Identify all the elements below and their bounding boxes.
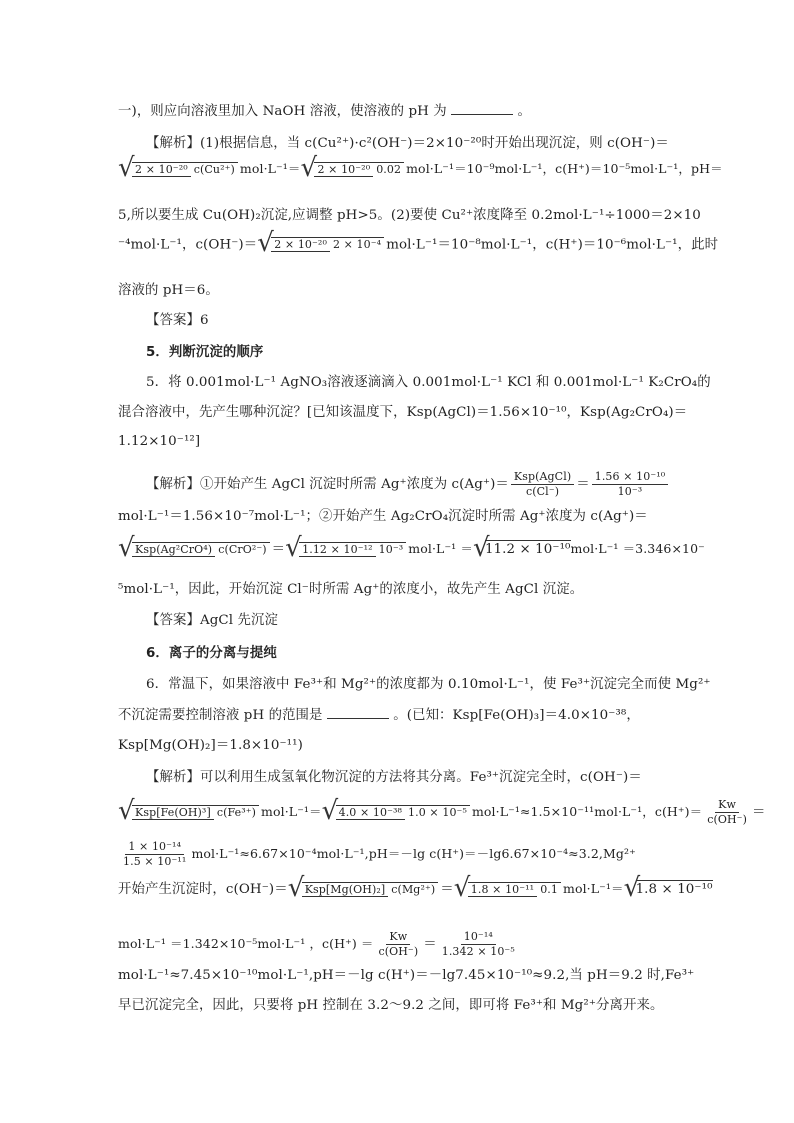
analysis-q4-line-2: √ 2 × 10⁻²⁰ c(Cu²⁺) mol·L⁻¹＝√ 2 × 10⁻²⁰ 0.02 mol·L⁻¹＝10⁻⁹mol·L⁻¹，c(H⁺)＝10⁻⁵mol·L⁻¹，pH＝: [118, 160, 678, 179]
fraction: 2 × 10⁻²⁰ 2 × 10⁻⁴: [271, 237, 384, 252]
fraction: $\frac{\text{1 × 10⁻¹⁴}}{\text{1.5 × 10⁻¹¹}}$: [123, 840, 187, 868]
fraction: $\frac{Kw}{c(OH^-)}$: [707, 798, 747, 826]
fraction: Ksp[Fe(OH)³] c(Fe³⁺): [132, 805, 259, 820]
question-5-line-2: 混合溶液中，先产生哪种沉淀？[已知该温度下，Ksp(AgCl)＝1.56×10⁻¹⁰，Ksp(Ag₂CrO₄)＝: [118, 405, 688, 420]
fraction: $\frac{\text{Ksp(AgCl)}}{c(Cl^-)}$: [511, 470, 574, 499]
question-5-line-1: 5．将 0.001mol·L⁻¹ AgNO₃溶液逐滴滴入 0.001mol·L⁻¹ KCl 和 0.001mol·L⁻¹ K₂CrO₄的: [146, 375, 711, 390]
answer-blank: [327, 706, 389, 719]
analysis-6-line-4: 开始产生沉淀时，c(OH⁻)＝√ Ksp[Mg(OH)₂] c(Mg²⁺) ＝√ 1.8 × 10⁻¹¹ 0.1 mol·L⁻¹＝√ 1.8 × 10⁻¹⁰: [118, 880, 678, 899]
answer-5: 【答案】AgCl 先沉淀: [146, 613, 278, 628]
fraction: 2 × 10⁻²⁰ c(Cu²⁺): [132, 162, 238, 177]
fraction: Ksp[Mg(OH)₂] c(Mg²⁺): [302, 882, 439, 897]
line-1: 一)，则应向溶液里加入 NaOH 溶液，使溶液的 pH 为 。: [118, 104, 532, 119]
fraction: $\frac{\text{10⁻¹⁴}}{\text{1.342 × 10⁻⁵}}$: [441, 930, 515, 958]
fraction: Ksp(Ag²CrO⁴) c(CrO²⁻): [132, 542, 270, 557]
analysis-6-line-6: mol·L⁻¹≈7.45×10⁻¹⁰mol·L⁻¹,pH＝－lg c(H⁺)＝－lg7.45×10⁻¹⁰≈9.2,当 pH＝9.2 时,Fe³⁺: [118, 968, 695, 983]
analysis-6-line-3: $\frac{\text{1 × 10⁻¹⁴}}{\text{1.5 × 10⁻¹¹}}$ mol·L⁻¹≈6.67×10⁻⁴mol·L⁻¹,pH＝－lg c(H⁺)＝－lg6.67×10⁻⁴≈3.2,Mg²⁺: [118, 840, 678, 869]
analysis-6-line-7: 早已沉淀完全，因此，只要将 pH 控制在 3.2～9.2 之间，即可将 Fe³⁺和 Mg²⁺分离开来。: [118, 998, 664, 1013]
analysis-5-line-4: ⁵mol·L⁻¹，因此，开始沉淀 Cl⁻时所需 Ag⁺的浓度小，故先产生 AgCl 沉淀。: [118, 582, 584, 597]
fraction: 4.0 × 10⁻³⁸ 1.0 × 10⁻⁵: [336, 805, 470, 820]
analysis-q4-line-1: 【解析】(1)根据信息，当 c(Cu²⁺)·c²(OH⁻)＝2×10⁻²⁰时开始出现沉淀，则 c(OH⁻)＝: [146, 136, 669, 151]
answer-blank: [451, 102, 513, 115]
fraction: 2 × 10⁻²⁰ 0.02: [314, 162, 404, 177]
fraction: $\frac{\text{1.56 × 10⁻¹⁰}}{\text{10⁻³}}$: [592, 470, 669, 499]
analysis-5-line-3: √ Ksp(Ag²CrO⁴) c(CrO²⁻) ＝√ 1.12 × 10⁻¹² 10⁻³ mol·L⁻¹ ＝√ 11.2 × 10⁻¹⁰mol·L⁻¹ ＝3.346×10⁻: [118, 540, 678, 559]
section-heading-6: 6．离子的分离与提纯: [146, 646, 277, 661]
analysis-q4-line-3: 5,所以要生成 Cu(OH)₂沉淀,应调整 pH>5。(2)要使 Cu²⁺浓度降至 0.2mol·L⁻¹÷1000＝2×10: [118, 208, 701, 223]
analysis-q4-line-5: 溶液的 pH＝6。: [118, 283, 219, 298]
question-6-line-3: Ksp[Mg(OH)₂]＝1.8×10⁻¹¹): [118, 738, 303, 753]
fraction: $\frac{Kw}{c(OH^-)}$: [378, 930, 419, 958]
analysis-6-line-5: mol·L⁻¹ ＝1.342×10⁻⁵mol·L⁻¹ ，c(H⁺) ＝ $\frac{Kw}{c(OH^-)}$ ＝ $\frac{\text{10⁻¹⁴}}{\text{1.342 × 10⁻⁵}}$: [118, 930, 678, 959]
analysis-6-line-1: 【解析】可以利用生成氢氧化物沉淀的方法将其分离。Fe³⁺沉淀完全时，c(OH⁻)＝: [146, 770, 642, 785]
fraction: 1.8 × 10⁻¹¹ 0.1: [468, 882, 561, 897]
section-heading-5: 5．判断沉淀的顺序: [146, 345, 264, 360]
answer-q4: 【答案】6: [146, 313, 209, 328]
fraction: 1.12 × 10⁻¹² 10⁻³: [299, 542, 406, 557]
question-5-line-3: 1.12×10⁻¹²]: [118, 434, 201, 449]
analysis-5-line-1: 【解析】①开始产生 AgCl 沉淀时所需 Ag⁺浓度为 c(Ag⁺)＝ $\frac{\text{Ksp(AgCl)}}{c(Cl^-)}$ ＝ $\frac{\text{1.56 × 10⁻¹⁰}}{\text{10⁻³}}$: [146, 470, 706, 499]
analysis-6-line-2: √ Ksp[Fe(OH)³] c(Fe³⁺) mol·L⁻¹＝√ 4.0 × 10⁻³⁸ 1.0 × 10⁻⁵ mol·L⁻¹≈1.5×10⁻¹¹mol·L⁻¹，c(H⁺)＝ $\frac{Kw}{c(OH^-)}$ ＝: [118, 798, 678, 827]
analysis-q4-line-4: ⁻⁴mol·L⁻¹，c(OH⁻)＝√ 2 × 10⁻²⁰ 2 × 10⁻⁴ mol·L⁻¹＝10⁻⁸mol·L⁻¹，c(H⁺)＝10⁻⁶mol·L⁻¹，此时: [118, 236, 678, 255]
question-6-line-1: 6．常温下，如果溶液中 Fe³⁺和 Mg²⁺的浓度都为 0.10mol·L⁻¹，使 Fe³⁺沉淀完全而使 Mg²⁺: [146, 677, 711, 692]
analysis-5-line-2: mol·L⁻¹＝1.56×10⁻⁷mol·L⁻¹；②开始产生 Ag₂CrO₄沉淀时所需 Ag⁺浓度为 c(Ag⁺)＝: [118, 509, 648, 524]
question-6-line-2: 不沉淀需要控制溶液 pH 的范围是 。(已知：Ksp[Fe(OH)₃]＝4.0×10⁻³⁸，: [118, 708, 640, 723]
